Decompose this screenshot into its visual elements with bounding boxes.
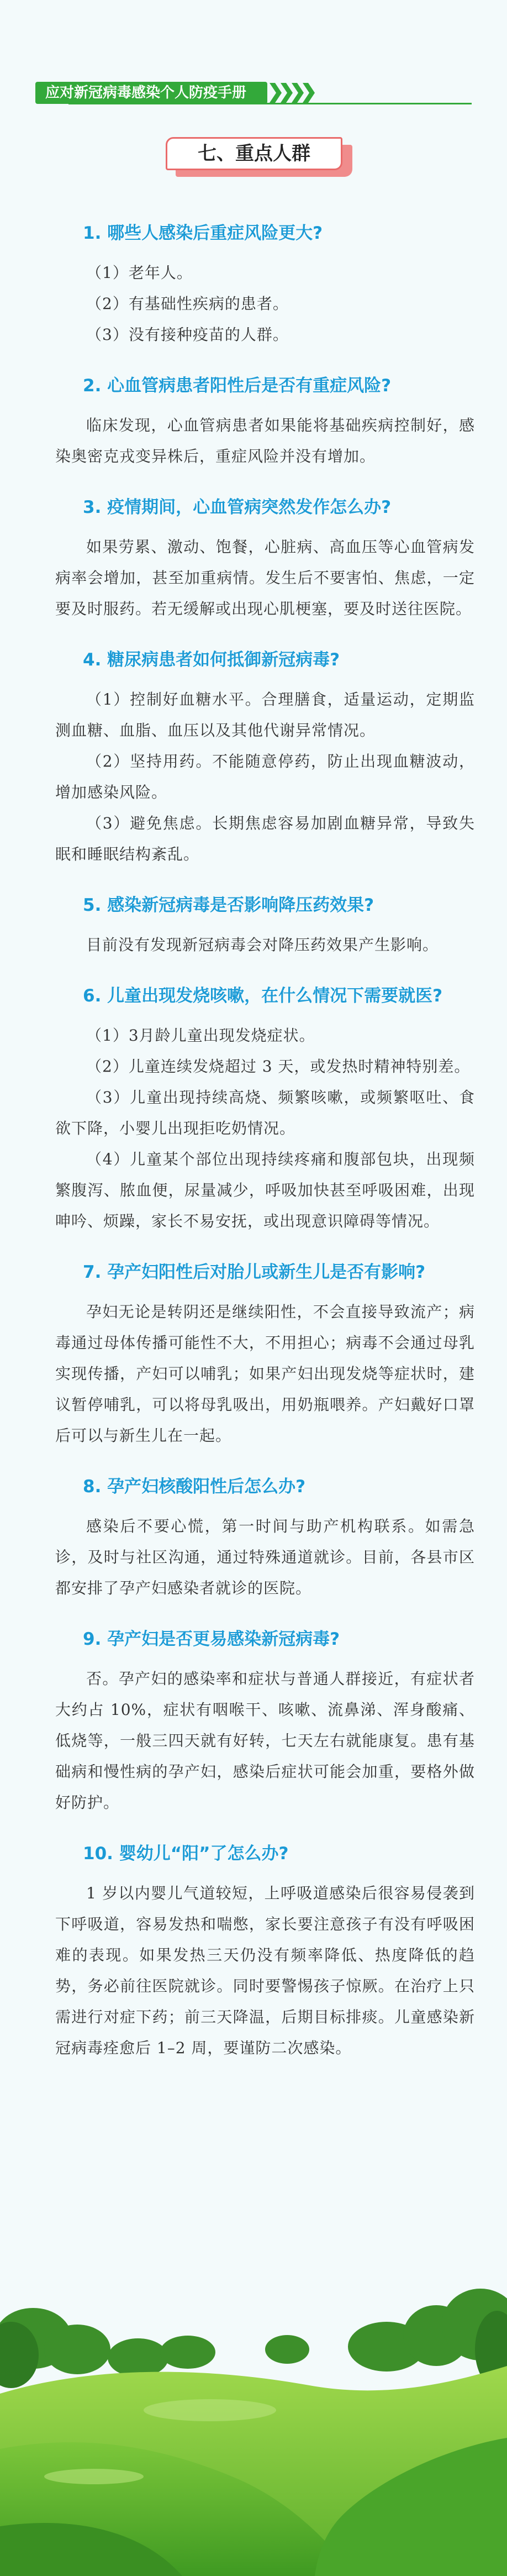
answer-paragraph: 感染后不要心慌，第一时间与助产机构联系。如需急诊，及时与社区沟通，通过特殊通道就诊。目前，各县市区都安排了孕产妇感染者就诊的医院。 [55, 1517, 475, 1597]
answer-paragraph: 孕妇无论是转阴还是继续阳性，不会直接导致流产；病毒通过母体传播可能性不大，不用担心；病毒不会通过母乳实现传播，产妇可以哺乳；如果产妇出现发烧等症状时，建议暂停哺乳，可以将母乳吸出，用奶瓶喂养。产妇戴好口罩后可以与新生儿在一起。 [55, 1303, 475, 1445]
header-bar [35, 82, 472, 104]
answer-paragraph: （1）老年人。 [86, 264, 193, 282]
answer-paragraph: （2）有基础性疾病的患者。 [86, 295, 289, 313]
answer-paragraph: （3）儿童出现持续高烧、频繁咳嗽，或频繁呕吐、食欲下降，小婴儿出现拒吃奶情况。 [55, 1088, 475, 1137]
question-heading: 7. 孕产妇阳性后对胎儿或新生儿是否有影响? [83, 1262, 426, 1282]
answer-paragraph: 否。孕产妇的感染率和症状与普通人群接近，有症状者大约占 10%，症状有咽喉干、咳嗽、流鼻涕、浑身酸痛、低烧等，一般三四天就有好转，七天左右就能康复。患有基础病和慢性病的孕产妇，感染后症状可能会加重，要格外做好防护。 [55, 1670, 475, 1812]
answer-paragraph: （3）没有接种疫苗的人群。 [86, 326, 289, 344]
qa-section [55, 1260, 475, 1451]
answer-paragraph: （2）儿童连续发烧超过 3 天，或发热时精神特别差。 [86, 1057, 471, 1075]
answer-paragraph: 1 岁以内婴儿气道较短，上呼吸道感染后很容易侵袭到下呼吸道，容易发热和喘憋，家长要注意孩子有没有呼吸困难的表现。如果发热三天仍没有频率降低、热度降低的趋势，务必前往医院就诊。同时要警惕孩子惊厥。在治疗上只需进行对症下药；前三天降温，后期目标排痰。儿童感染新冠病毒痊愈后 1–2 周，要谨防二次感染。 [55, 1884, 475, 2057]
question-heading: 10. 婴幼儿“阳”了怎么办? [83, 1844, 289, 1864]
answer-paragraph: （1）控制好血糖水平。合理膳食，适量运动，定期监测血糖、血脂、血压以及其他代谢异常情况。 [55, 690, 475, 739]
question-heading: 4. 糖尿病患者如何抵御新冠病毒? [83, 650, 340, 670]
qa-section [55, 495, 475, 625]
answer-paragraph: （2）坚持用药。不能随意停药，防止出现血糖波动，增加感染风险。 [55, 752, 475, 801]
qa-section [55, 374, 475, 472]
qa-content [55, 221, 475, 2087]
chevron-decoration-icon [267, 82, 317, 104]
question-heading: 3. 疫情期间，心血管病突然发作怎么办? [83, 497, 392, 517]
qa-section [55, 1842, 475, 2064]
question-heading: 9. 孕产妇是否更易感染新冠病毒? [83, 1629, 340, 1649]
qa-section [55, 893, 475, 961]
answer-paragraph: （4）儿童某个部位出现持续疼痛和腹部包块，出现频繁腹泻、脓血便，尿量减少，呼吸加快甚至呼吸困难，出现呻吟、烦躁，家长不易安抚，或出现意识障碍等情况。 [55, 1150, 475, 1230]
header-title: 应对新冠病毒感染个人防疫手册 [35, 82, 267, 104]
question-heading: 5. 感染新冠病毒是否影响降压药效果? [83, 895, 374, 915]
grass-landscape-illustration [0, 2267, 507, 2576]
answer-paragraph: 如果劳累、激动、饱餐，心脏病、高血压等心血管病发病率会增加，甚至加重病情。发生后不要害怕、焦虑，一定要及时服药。若无缓解或出现心肌梗塞，要及时送往医院。 [55, 538, 475, 618]
question-heading: 8. 孕产妇核酸阳性后怎么办? [83, 1477, 306, 1497]
question-heading: 2. 心血管病患者阳性后是否有重症风险? [83, 376, 392, 396]
qa-section [55, 1627, 475, 1818]
question-heading: 1. 哪些人感染后重症风险更大? [83, 223, 323, 243]
answer-paragraph: 目前没有发现新冠病毒会对降压药效果产生影响。 [86, 936, 439, 954]
answer-paragraph: （1）3月龄儿童出现发烧症状。 [86, 1026, 315, 1045]
qa-section [55, 648, 475, 870]
qa-section [55, 984, 475, 1237]
chapter-heading [166, 137, 353, 177]
qa-section [55, 1475, 475, 1604]
chapter-title: 七、重点人群 [166, 137, 342, 170]
question-heading: 6. 儿童出现发烧咳嗽，在什么情况下需要就医? [83, 986, 443, 1006]
answer-paragraph: （3）避免焦虑。长期焦虑容易加剧血糖异常，导致失眠和睡眠结构紊乱。 [55, 814, 475, 863]
answer-paragraph: 临床发现，心血管病患者如果能将基础疾病控制好，感染奥密克戎变异株后，重症风险并没有增加。 [55, 416, 475, 465]
qa-section [55, 221, 475, 350]
